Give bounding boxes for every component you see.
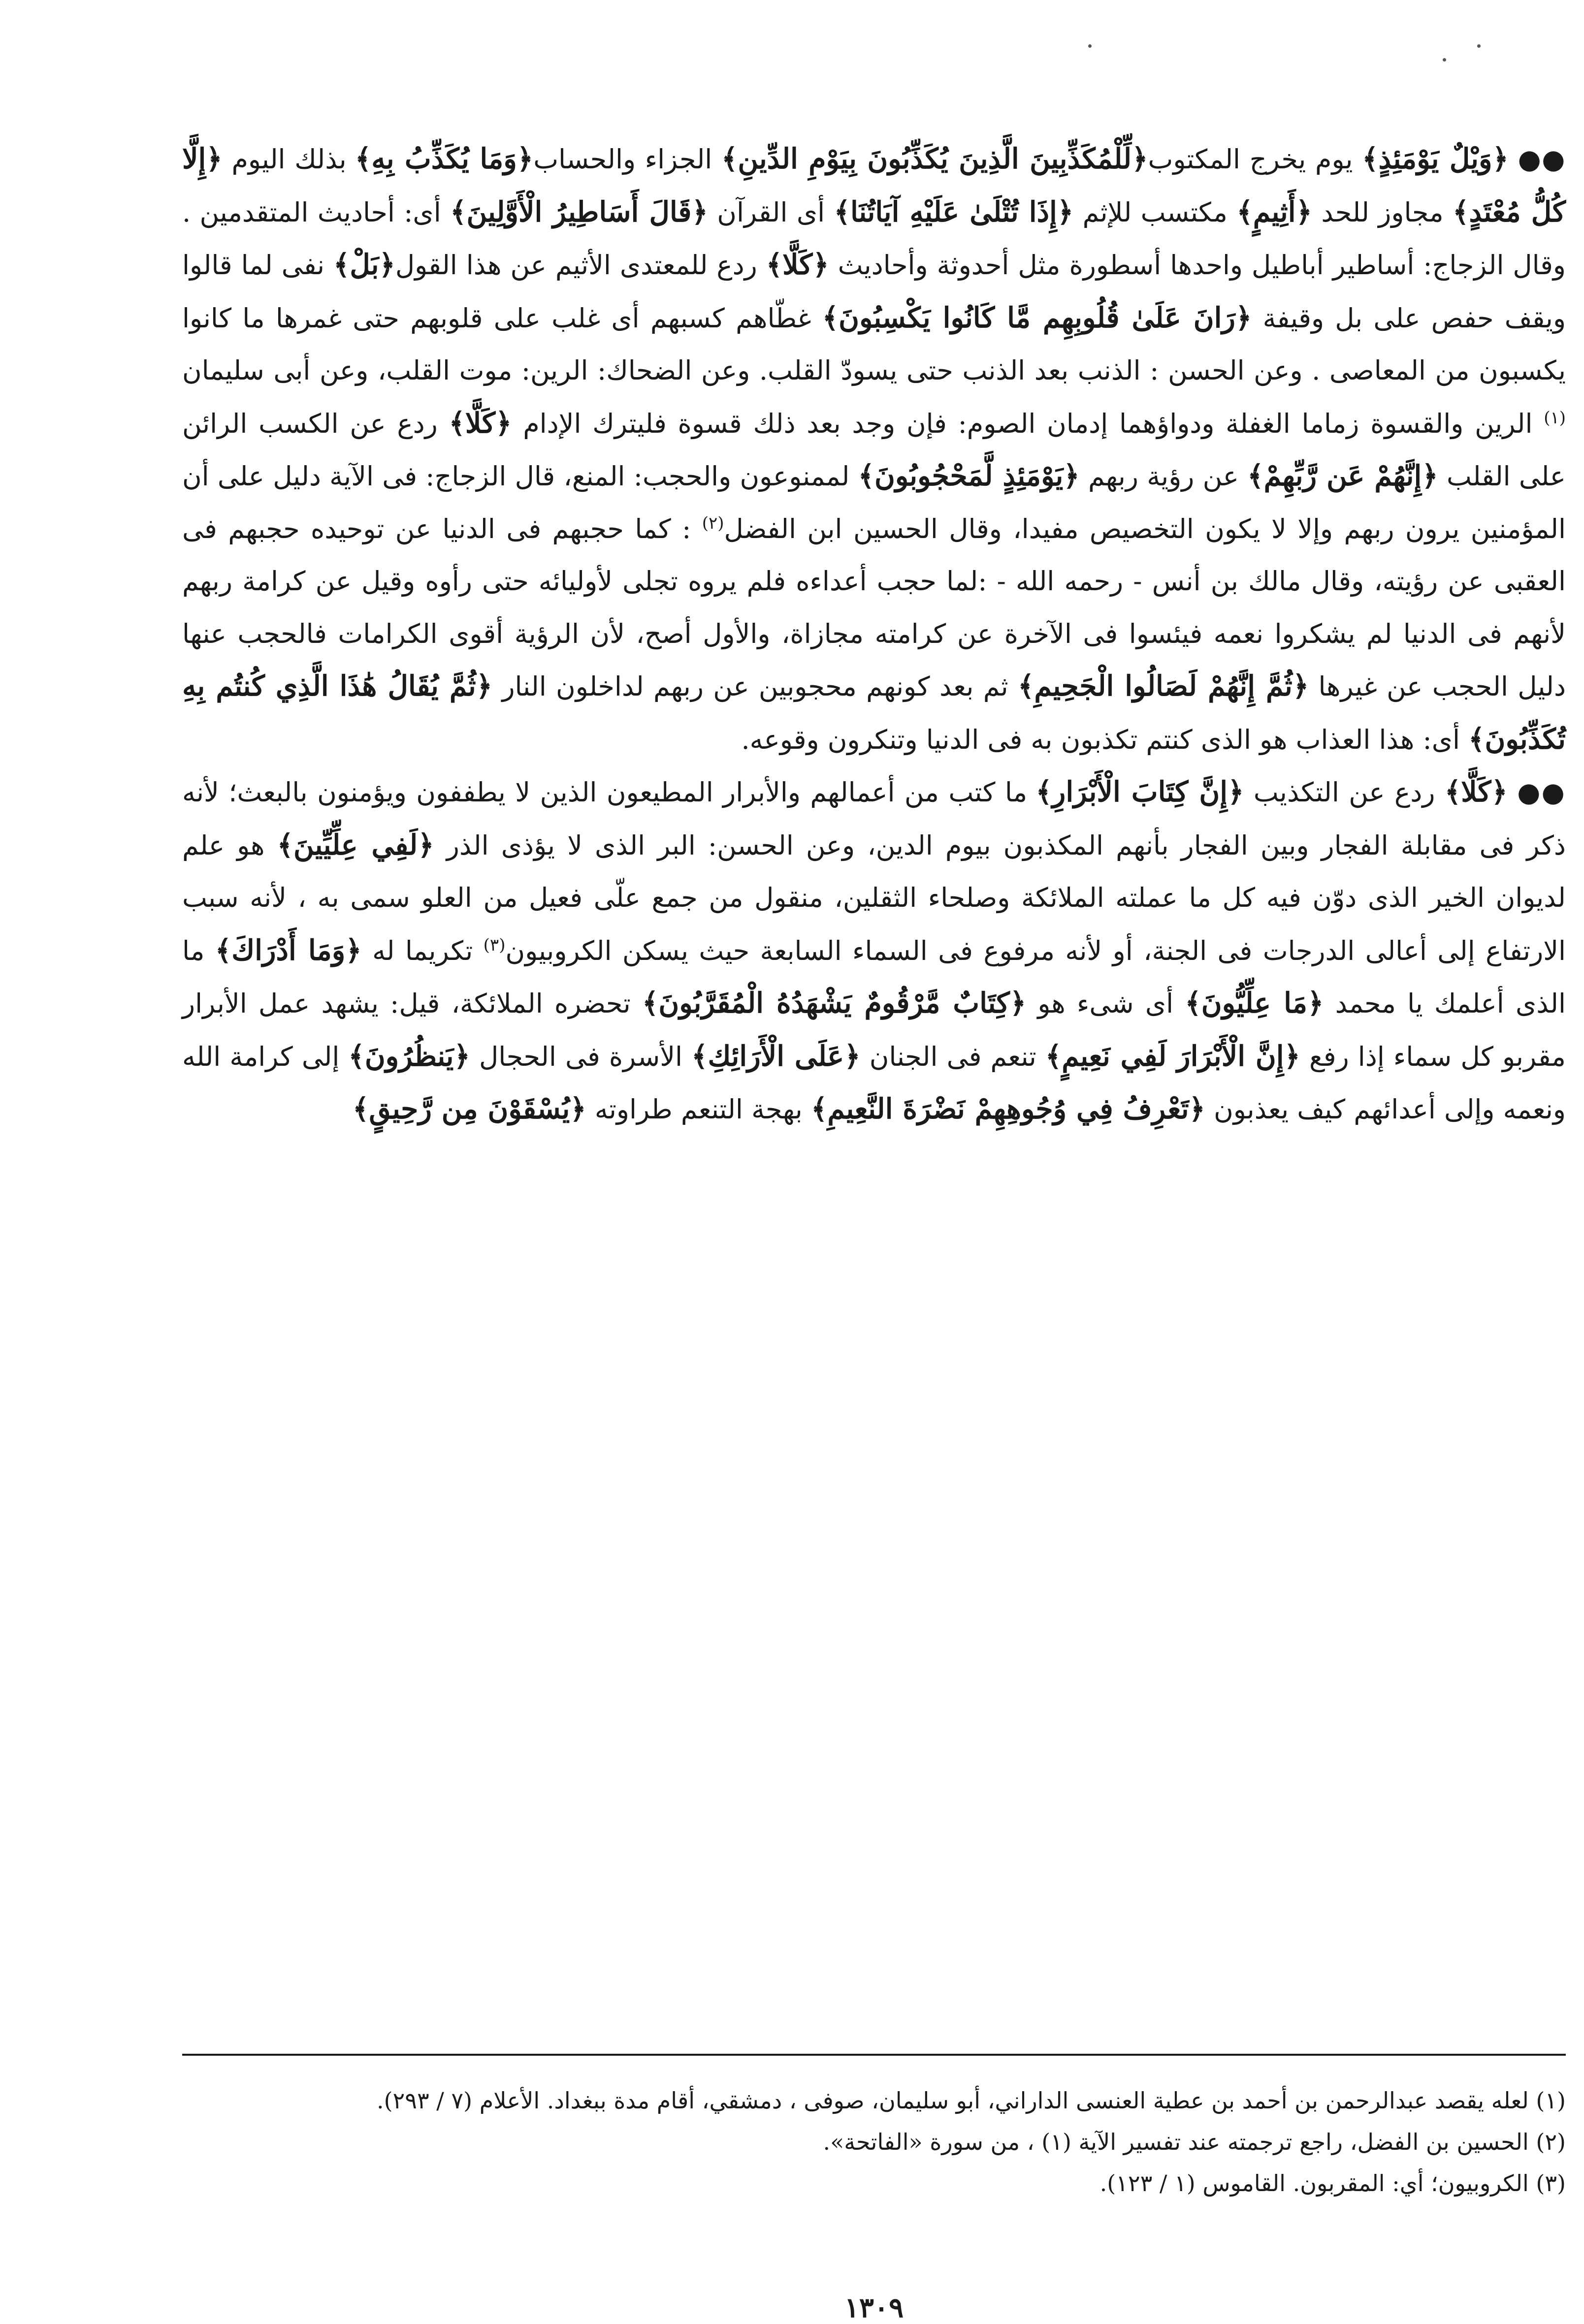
quran-verse: ﴿تَعْرِفُ فِي وُجُوهِهِمْ نَضْرَةَ النَّعِيمِ﴾ (811, 1092, 1205, 1125)
commentary-text: ردع عن الكسب الرائن على القلب (182, 408, 1566, 492)
commentary-text: ما الذى أعلمك يا محمد (182, 935, 1566, 1019)
commentary-text: إلى كرامة الله ونعمه وإلى أعدائهم كيف يعذبون (182, 1041, 1566, 1125)
commentary-text: تنعم فى الجنان (860, 1041, 1045, 1072)
quran-verse: ﴿إِلَّا كُلُّ مُعْتَدٍ﴾ (182, 142, 1566, 228)
commentary-text: ثم بعد كونهم محجوبين عن ربهم لداخلون النار (492, 671, 1018, 702)
commentary-text: هو علم لديوان الخير الذى دوّن فيه كل ما عملته الملائكة وصلحاء الثقلين، منقول من جمع علّى فعيل من العلو سمى به ، لأنه سبب الارتفاع إلى أعالى الدرجات فى الجنة، أو لأنه مرفوع فى السماء السابعة حيث يسكن الكروبيون (182, 829, 1566, 966)
quran-verse: ﴿مَا عِلِّيُّونَ﴾ (1185, 987, 1324, 1019)
quran-verse: ﴿يَنظُرُونَ﴾ (348, 1039, 470, 1073)
quran-verse: ﴿إِنَّ الْأَبْرَارَ لَفِي نَعِيمٍ﴾ (1045, 1039, 1300, 1073)
paragraph-bullet: ●● (1517, 776, 1566, 808)
commentary-text: نفى لما قالوا ويقف حفص على بل وقيفة (182, 250, 1566, 334)
scan-speck (1443, 58, 1446, 62)
quran-verse: ﴿كِتَابٌ مَّرْقُومٌ يَشْهَدُهُ الْمُقَرَّبُونَ﴾ (642, 987, 1027, 1019)
commentary-text: مكتسب للإثم (1073, 196, 1237, 228)
footnote-divider (182, 2054, 1566, 2056)
quran-verse: ﴿يَوْمَئِذٍ لَّمَحْجُوبُونَ﴾ (858, 459, 1080, 492)
page-number: ١٣٠٩ (844, 2292, 904, 2324)
commentary-text: : كما حجبهم فى الدنيا عن توحيده حجبهم فى العقبى عن رؤيته، وقال مالك بن أنس - رحمه الله - :لما حجب أعداءه فلم يروه تجلى لأوليائه حتى رأوه وقيل عن كرامة ربهم لأنهم فى الدنيا لم يشكروا نعمه فيئسوا فى الآخرة عن كرامته مجازاة، والأول أصح، لأن الرؤية أقوى الكرامات فالحجب عنها دليل الحجب عن غيرها (182, 513, 1566, 702)
commentary-text: ما كتب من أعمالهم والأبرار المطيعون الذين لا يطففون ويؤمنون بالبعث؛ لأنه ذكر فى مقابلة الفجار وبين الفجار بأنهم المكذبون بيوم الدين، وعن الحسن: البر الذى لا يؤذى الذر (182, 777, 1566, 861)
quran-verse: ﴿كَلَّا﴾ (1444, 775, 1508, 808)
quran-verse: ﴿بَلْ﴾ (333, 248, 395, 281)
commentary-text: الأسرة فى الحجال (470, 1041, 692, 1072)
quran-verse: ﴿كَلَّا﴾ (449, 406, 512, 440)
footnotes (182, 2080, 1566, 2204)
quran-verse: ﴿كَلَّا﴾ (766, 248, 829, 281)
commentary-text: لممنوعون والحجب: المنع، قال الزجاج: فى الآية دليل على أن المؤمنين يرون ربهم وإلا لا يكون التخصيص مفيدا، وقال الحسين ابن الفضل (182, 461, 1566, 544)
footnote-2: (٢) الحسين بن الفضل، راجع ترجمته عند تفسير الآية (١) ، من سورة «الفاتحة». (823, 2129, 1566, 2155)
quran-verse: ﴿عَلَى الْأَرَائِكِ﴾ (691, 1039, 861, 1073)
commentary-text: أى القرآن (708, 196, 834, 228)
quran-verse: ﴿إِذَا تُتْلَىٰ عَلَيْهِ آيَاتُنَا﴾ (834, 195, 1074, 228)
commentary-text: تكريما له (361, 935, 484, 966)
commentary-text: ردع عن التكذيب (1244, 777, 1445, 808)
footnote-1: (١) لعله يقصد عبدالرحمن بن أحمد بن عطية العنسى الداراني، أبو سليمان، صوفى ، دمشقي، أقام مدة ببغداد. الأعلام (٧ / ٢٩٣). (376, 2087, 1566, 2114)
quran-verse: ﴿يُسْقَوْنَ مِن رَّحِيقٍ﴾ (352, 1092, 586, 1125)
scan-speck (1477, 44, 1481, 48)
quran-verse: ﴿لَفِي عِلِّيِّينَ﴾ (277, 828, 434, 861)
scan-speck (1088, 44, 1092, 48)
commentary-text: يوم يخرج المكتوب (1148, 144, 1362, 175)
commentary-text: أى: أحاديث المتقدمين . وقال الزجاج: أساطير أباطيل واحدها أسطورة مثل أحدوثة وأحاديث (182, 196, 1566, 281)
quran-verse: ﴿لِّلْمُكَذِّبِينَ الَّذِينَ يُكَذِّبُونَ بِيَوْمِ الدِّينِ﴾ (721, 142, 1148, 175)
quran-verse: ﴿وَمَا يُكَذِّبُ بِهِ﴾ (355, 142, 534, 175)
footnote-ref-2: (٢) (702, 513, 724, 533)
footnote-ref-3: (٣) (483, 935, 506, 955)
quran-verse: ﴿قَالَ أَسَاطِيرُ الْأَوَّلِينَ﴾ (450, 195, 708, 228)
commentary-text: عن رؤية ربهم (1079, 461, 1248, 492)
paragraph-1 (182, 133, 1566, 766)
commentary-text: ردع للمعتدى الأثيم عن هذا القول (395, 250, 766, 281)
commentary-text: بهجة التنعم طراوته (586, 1094, 811, 1125)
quran-verse: ﴿إِنَّ كِتَابَ الْأَبْرَارِ﴾ (1035, 775, 1244, 808)
commentary-text: مجاوز للحد (1312, 196, 1453, 228)
quran-verse: ﴿إِنَّهُمْ عَن رَّبِّهِمْ﴾ (1247, 459, 1438, 492)
quran-verse: ﴿وَيْلٌ يَوْمَئِذٍ﴾ (1362, 142, 1509, 175)
quran-verse: ﴿ثُمَّ إِنَّهُمْ لَصَالُوا الْجَحِيمِ﴾ (1017, 669, 1309, 702)
commentary-text: أى: هذا العذاب هو الذى كنتم تكذبون به فى الدنيا وتنكرون وقوعه. (741, 724, 1469, 755)
main-text (182, 133, 1566, 1136)
commentary-text: تحضره الملائكة، قيل: يشهد عمل الأبرار مقربو كل سماء إذا رفع (182, 988, 1566, 1072)
quran-verse: ﴿رَانَ عَلَىٰ قُلُوبِهِم مَّا كَانُوا يَكْسِبُونَ﴾ (822, 301, 1252, 334)
commentary-text: غطّاهم كسبهم أى غلب على قلوبهم حتى غمرها ما كانوا يكسبون من المعاصى . وعن الحسن : الذنب بعد الذنب حتى يسودّ القلب. وعن الضحاك: الرين: موت القلب، وعن أبى سليمان (182, 302, 1566, 386)
paragraph-2 (182, 766, 1566, 1136)
paragraph-bullet: ●● (1518, 143, 1566, 175)
commentary-text: الرين والقسوة زماما الغفلة ودواؤهما إدمان الصوم: فإن وجد بعد ذلك قسوة فليترك الإدام (512, 408, 1544, 439)
quran-verse: ﴿ثُمَّ يُقَالُ هَٰذَا الَّذِي كُنتُم بِهِ تُكَذِّبُونَ﴾ (182, 669, 1566, 756)
quran-verse: ﴿أَثِيمٍ﴾ (1236, 195, 1312, 228)
commentary-text: بذلك اليوم (222, 144, 355, 175)
footnote-ref-1: (١) (1544, 408, 1566, 428)
commentary-text: أى شىء هو (1026, 988, 1185, 1019)
page-content (182, 133, 1566, 2324)
commentary-text: الجزاء والحساب (533, 144, 722, 175)
quran-verse: ﴿وَمَا أَدْرَاكَ﴾ (215, 933, 362, 967)
footnote-3: (٣) الكروبيون؛ أي: المقربون. القاموس (١ / ١٢٣). (1099, 2170, 1566, 2197)
